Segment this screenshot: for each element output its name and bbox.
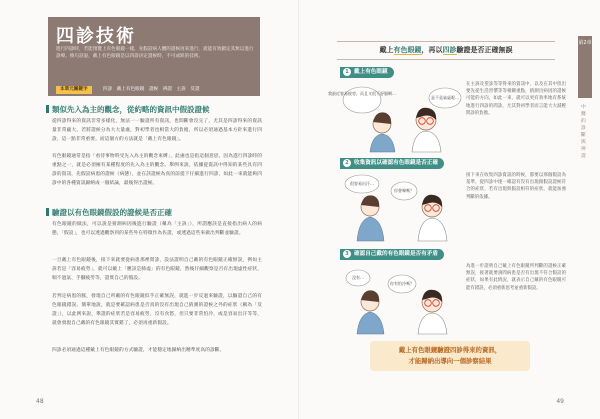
step-2 bbox=[340, 158, 569, 242]
patient-hair bbox=[373, 112, 391, 124]
patient-bubble-text: 我最近容易疲勞，而且又很不舒服啊… bbox=[328, 91, 396, 96]
patient-bubble-text: 很容易出汗… bbox=[350, 181, 374, 186]
chapter-subtitle: 中醫的診斷與辨證 bbox=[581, 105, 586, 159]
step-3-title: 確認自己戴的有色眼鏡是否有矛盾 bbox=[354, 251, 438, 257]
step-2-header bbox=[340, 158, 444, 169]
keyword-badge: 本單元關鍵字 bbox=[56, 86, 92, 94]
summary-box bbox=[370, 341, 530, 371]
patient-hair bbox=[361, 195, 379, 207]
step-1-title: 戴上有色眼鏡 bbox=[354, 69, 388, 75]
section2-paragraph-2: 一旦戴上有色眼鏡後，接下來就要從病患那裡問診，設法證明自己戴的有色眼鏡正確無誤，例如主訴若是「容易疲勞」，就可以戴上「應該是肺虛」的有色眼鏡，然後仔細觀察是否有出現虛性症狀，喘不過氣、手腳疲勞等，證實自己的假設。 bbox=[52, 258, 262, 281]
step-1-header bbox=[340, 67, 394, 78]
doctor-bubble-text: 你有怕冷嗎？ bbox=[390, 281, 414, 286]
patient-bubble-text: 沒有… bbox=[352, 275, 364, 280]
step-3 bbox=[340, 249, 569, 335]
step-3-body: 為進一步證明自己戴上有色眼鏡所判斷的證候正確無誤，接著就要詢問病患是否有出現不符合假設的症狀，如果有此情況，就表示自己戴的有色眼鏡可能有錯誤，必須重新思考並重新假設。 bbox=[466, 264, 566, 291]
section2-paragraph-4: 四診必須通過這種戴上有色眼鏡的方式驗證，才能穩定地歸納出精準度高的診斷。 bbox=[52, 348, 225, 353]
section2-paragraph-3: 若判定病患的脈，發現自己所戴的有色眼鏡似乎正確無誤，就進一步反過來驗證，以驗證自己的有色眼鏡錯誤。簡單地說，就是要確認病患是否真的沒有出現自己猜測的證候之外的症狀（稱為「反證」），以此例來說，舉證的症狀若是容易疲勞，沒有食慾，但只要非常怕冷，或是容易出汗等等，就會發現自己戴的有色眼鏡其實錯了，必須再重新假設。 bbox=[52, 294, 262, 326]
step-2-illustration bbox=[340, 171, 462, 241]
patient-body bbox=[357, 312, 384, 334]
chapter-tab: 第2章 bbox=[578, 36, 592, 98]
section-title-1: 類似先入為主的觀念，從約略的資訊中假設證候 bbox=[52, 105, 210, 114]
headline-banner bbox=[337, 41, 555, 60]
section1-paragraph-1: 從四診得來的資訊非常多樣化，無法一一驗證所有資訊，也間斷會沒完了，尤其是四診得來的資訊量非常龐大，若將證候分為大大量處，對初學者也相當大的負擔，所以必須通過基本方針來進行四診，這一點非常重要。而這個方的方法就是「戴上有色眼鏡」。 bbox=[52, 119, 262, 142]
headline-highlight-2: 四診 bbox=[442, 46, 457, 54]
step-1-number: 1 bbox=[343, 68, 351, 76]
step-1-illustration bbox=[328, 80, 462, 152]
step-3-number: 3 bbox=[343, 250, 351, 258]
step-2-body: 接下來在收集四診資訊的時候，都要以那個假設為基準，從四診中逐一確認有沒有出現跟假設證候符合的症狀，若有出現與假設相符的症狀，就能加強判斷的依據。 bbox=[466, 173, 566, 200]
page-number-left: 48 bbox=[36, 398, 44, 405]
page-title: 四診技術 bbox=[56, 26, 136, 47]
headline-text bbox=[337, 45, 555, 55]
patient-body bbox=[357, 217, 384, 241]
headline-pre: 戴上 bbox=[379, 46, 394, 54]
summary-line-1: 戴上有色眼鏡驗證四診得來的資訊， bbox=[398, 346, 502, 354]
patient-body bbox=[370, 134, 395, 152]
summary-line-2: 才能歸納出導向一個診察結果 bbox=[408, 357, 492, 365]
intro-text: 進行四診時，若能預覽上有色眼鏡一樣，先假設病人體的證候再來進行，就能有效鎖定其無以進行診療。換句話說，戴上有色眼鏡是以四診決定證候時，不可或缺的技術。 bbox=[56, 47, 254, 59]
section2-paragraph-1: 有色眼鏡的做法，可以說是猜測病因後進行驗證（稱為「主訴」），所謂應該是直接指出病人的病態，「假設」，也可以透過觀察到的某些外在特徵作為佐證，或透過這些來做出判斷並驗證。 bbox=[52, 222, 262, 236]
summary-text bbox=[370, 345, 530, 367]
headline-highlight-1: 有色眼鏡 bbox=[393, 46, 422, 54]
step-1 bbox=[328, 67, 569, 153]
keyword-list: 四診 戴上有色眼鏡 證候 辨證 主訴 反證 bbox=[103, 87, 200, 92]
page-number-right: 49 bbox=[556, 398, 564, 405]
doctor-coat bbox=[418, 313, 447, 334]
step-2-number: 2 bbox=[343, 159, 351, 167]
headline-post: 驗證是否正確無誤 bbox=[456, 46, 513, 54]
step-3-illustration bbox=[340, 262, 462, 334]
section-title-2: 驗證以有色眼鏡假設的證候是否正確 bbox=[52, 208, 172, 217]
doctor-coat bbox=[412, 131, 441, 152]
doctor-coat bbox=[418, 218, 447, 241]
step-3-header bbox=[340, 249, 444, 260]
step-2-title: 收集資訊以確認有色眼鏡是否正確 bbox=[354, 160, 438, 166]
patient-hair bbox=[361, 290, 379, 302]
doctor-bubble-text: 是不是氣虛呢… bbox=[431, 95, 459, 100]
headline-mid: ，再以 bbox=[421, 46, 443, 54]
step-1-body: 在主訴及望診等等得來的資訊中，以及在其中找出要先從生活習慣等等相關重點，猜測出病因的證候可能的方向，如此一來，就可以更有效率地有系統地進行四診的問診，尤其對初學者而言能大大減輕問診的負擔。 bbox=[466, 82, 566, 116]
section1-paragraph-2: 有色眼鏡通常是指「看待事物時受先入為主的觀念束縛」，此處也是指這個意思，因為進行四診時的重點之一，就是必須擁有某種程度的先入為主的觀念。舉例來說，依據從資訊中得知的某些具有四診的資訊，先假設病患的證候（病態），並在該證候為真的前提下仔細進行四診，如此一來就能夠四診中的各種資訊歸納成一個結論，最後得出證候。 bbox=[52, 154, 262, 186]
doctor-bubble-text: 你會喘嗎？ bbox=[394, 188, 414, 193]
right-page bbox=[300, 0, 600, 419]
